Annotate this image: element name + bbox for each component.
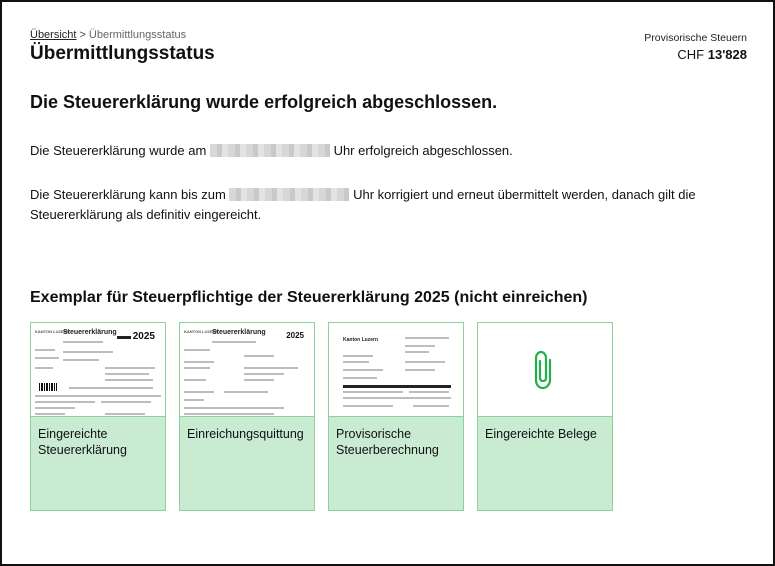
tax-return-thumbnail <box>31 323 165 417</box>
thumb-title: Kanton Luzern <box>343 337 378 343</box>
currency: CHF <box>677 47 705 62</box>
amount-value: 13'828 <box>707 47 747 62</box>
thumb-year: 2025 <box>286 331 304 340</box>
card-submitted-receipts[interactable] <box>477 322 613 511</box>
page-title: Übermittlungsstatus <box>30 43 215 64</box>
correction-paragraph <box>30 185 720 225</box>
thumb-canton: KANTON LUZERN <box>35 329 70 334</box>
card-label: Provisorische Steuerberechnung <box>329 417 463 510</box>
breadcrumb-home-link[interactable]: Übersicht <box>30 29 77 41</box>
paragraph2-after: Uhr korrigiert und erneut übermittelt werden, danach gilt die Steuererklärung als definitiv eingereicht. <box>30 187 696 222</box>
success-headline: Die Steuererklärung wurde erfolgreich abgeschlossen. <box>30 92 498 112</box>
thumb-title: Steuererklärung <box>63 329 117 336</box>
breadcrumb-current: Übermittlungsstatus <box>88 29 187 41</box>
card-submission-receipt[interactable] <box>179 322 315 511</box>
card-label: Einreichungsquittung <box>180 417 314 510</box>
redacted-datetime <box>210 144 330 157</box>
card-label: Eingereichte Belege <box>478 417 612 510</box>
paragraph1-after: Uhr erfolgreich abgeschlossen. <box>333 143 513 158</box>
breadcrumb-separator: > <box>79 29 86 41</box>
provisional-tax-box <box>644 32 747 62</box>
thumb-canton: KANTON LUZERN <box>184 329 219 334</box>
card-label: Eingereichte Steuererklärung <box>31 417 165 510</box>
document-cards <box>30 322 613 511</box>
breadcrumb <box>30 29 186 41</box>
provisional-tax-label: Provisorische Steuern <box>644 32 747 44</box>
paperclip-icon <box>532 350 558 390</box>
redacted-deadline <box>229 188 349 201</box>
calculation-thumbnail <box>329 323 463 417</box>
thumb-title: Steuererklärung <box>212 329 266 336</box>
thumb-year: 2025 <box>132 331 155 342</box>
paragraph2-before: Die Steuererklärung kann bis zum <box>30 187 226 202</box>
documents-section-title: Exemplar für Steuerpflichtige der Steuererklärung 2025 (nicht einreichen) <box>30 289 588 306</box>
completion-paragraph <box>30 141 720 161</box>
paragraph1-before: Die Steuererklärung wurde am <box>30 143 207 158</box>
provisional-tax-amount <box>644 47 747 62</box>
receipt-thumbnail <box>180 323 314 417</box>
card-tax-return[interactable] <box>30 322 166 511</box>
receipts-thumbnail <box>478 323 612 417</box>
card-provisional-calculation[interactable] <box>328 322 464 511</box>
